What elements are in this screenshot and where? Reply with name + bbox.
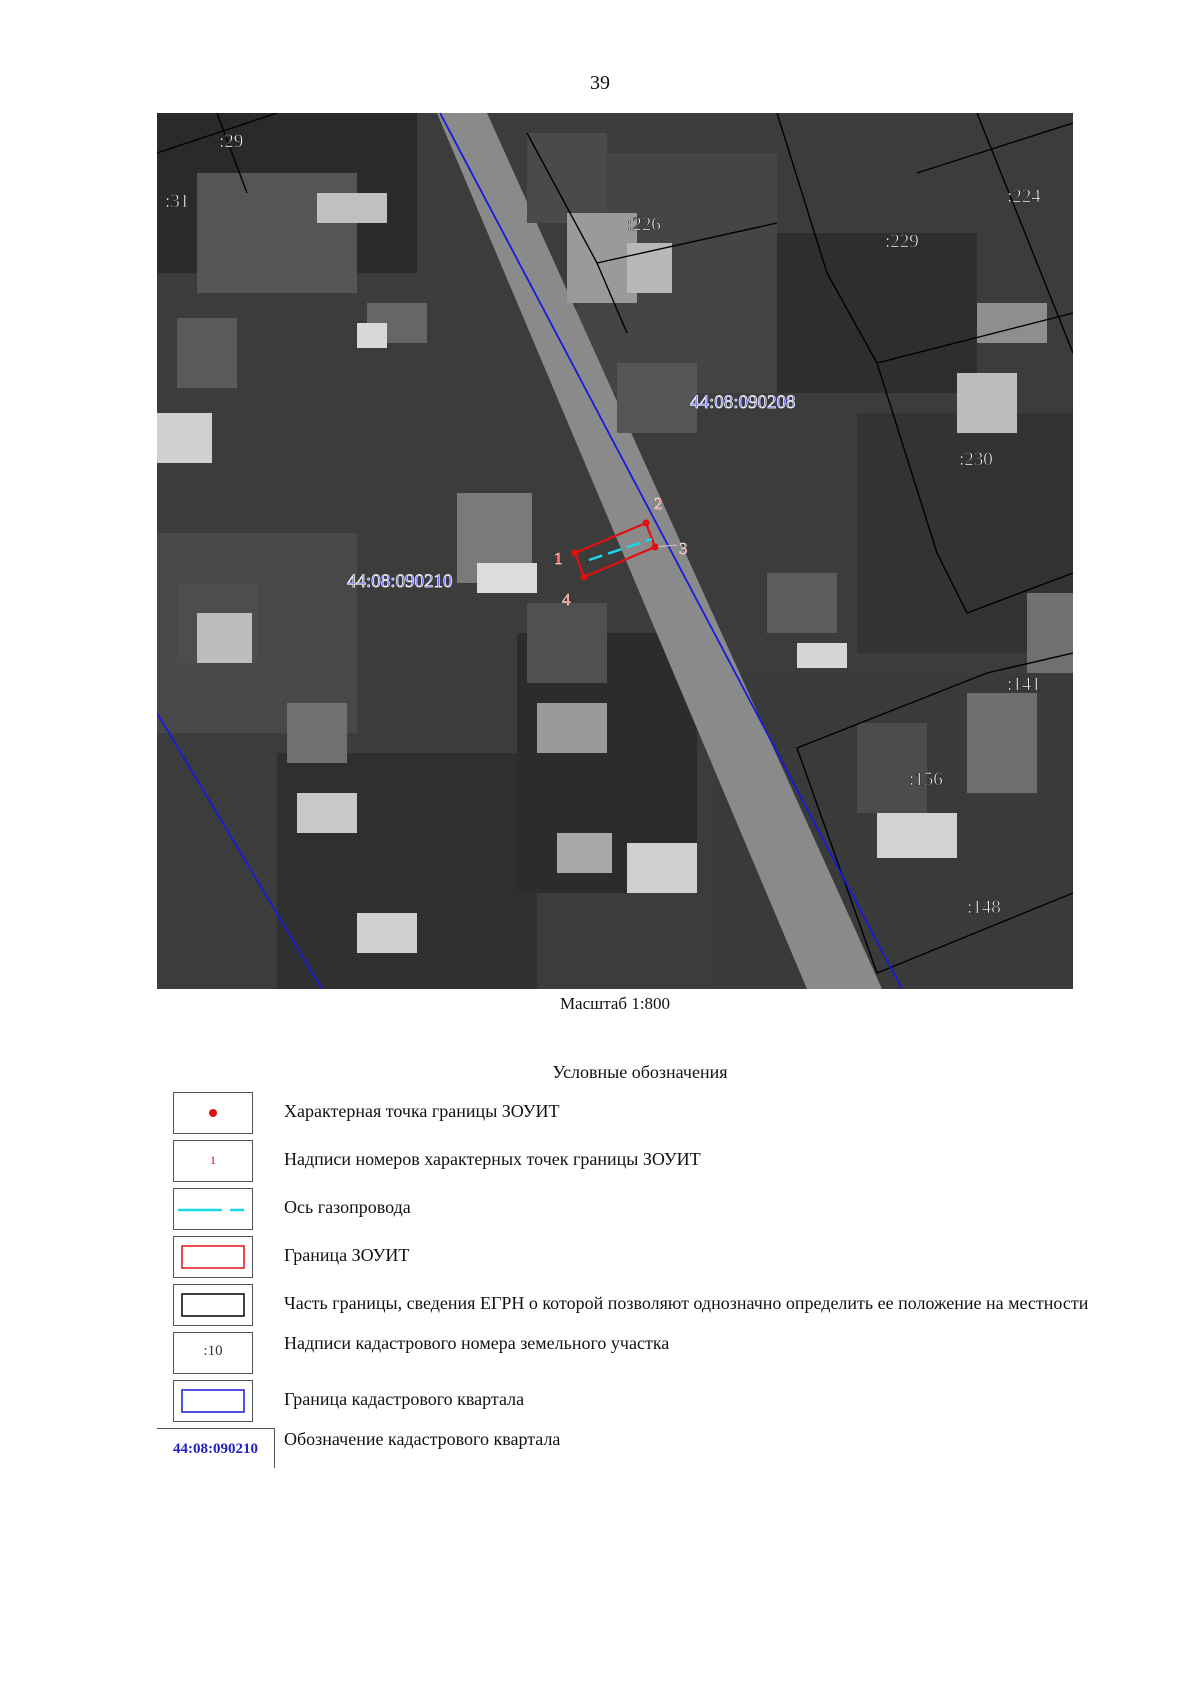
- legend-item-egrn-boundary: [173, 1284, 1093, 1328]
- legend-text: Ось газопровода: [284, 1197, 411, 1217]
- point-label-3: 3: [679, 539, 688, 558]
- parcel-label-31: :31: [165, 191, 190, 212]
- parcel-label-148: :148: [967, 897, 1001, 918]
- legend-item-gas-axis: [173, 1188, 1093, 1232]
- parcel-label-141: :141: [1007, 674, 1041, 695]
- legend-text: Надписи кадастрового номера земельного участка: [284, 1333, 670, 1353]
- boundary-point-3: [652, 544, 659, 551]
- legend-item-zouit-boundary: [173, 1236, 1093, 1280]
- quarter-label-090208: 44:08:090208: [690, 392, 796, 413]
- legend-item-parcel-label: [173, 1332, 1093, 1376]
- legend-text: Граница ЗОУИТ: [284, 1245, 410, 1265]
- map-scale: Масштаб 1:800: [559, 994, 671, 1013]
- legend-text: Часть границы, сведения ЕГРН о которой позволяют однозначно определить ее положение на местности: [284, 1293, 1089, 1313]
- parcel-label-29: :29: [219, 131, 244, 152]
- legend-item-quarter-boundary: [173, 1380, 1093, 1424]
- point-label-1: 1: [554, 549, 563, 568]
- page-number: 39: [590, 72, 610, 94]
- legend-text: Характерная точка границы ЗОУИТ: [284, 1101, 560, 1121]
- legend-title: Условные обозначения: [552, 1062, 728, 1082]
- legend-symbol-red-dot: [173, 1092, 253, 1134]
- boundary-point-4: [581, 574, 588, 581]
- legend-sample-number: 1: [210, 1153, 216, 1167]
- boundary-point-2: [643, 520, 650, 527]
- legend-symbol-red-rect: [173, 1236, 253, 1278]
- legend-symbol-black-rect: [173, 1284, 253, 1326]
- parcel-label-229: :229: [885, 231, 919, 252]
- satellite-map: [157, 113, 1073, 989]
- legend-symbol-blue-rect: [173, 1380, 253, 1422]
- boundary-point-1: [572, 550, 579, 557]
- parcel-label-230: :230: [959, 449, 993, 470]
- legend-sample-parcel: :10: [203, 1343, 223, 1359]
- parcel-label-226: :226: [627, 214, 661, 235]
- quarter-label-090210: 44:08:090210: [347, 571, 453, 592]
- legend-symbol-parcel-label: [173, 1332, 253, 1374]
- legend-symbol-cyan-dash: [173, 1188, 253, 1230]
- legend-item-quarter-label: [157, 1428, 1077, 1472]
- parcel-label-156: :156: [909, 769, 943, 790]
- point-label-4: 4: [562, 590, 571, 609]
- parcel-label-224: :224: [1007, 186, 1041, 207]
- legend-item-point-number: [173, 1140, 1093, 1184]
- legend-item-point: [173, 1092, 1093, 1136]
- legend-text: Граница кадастрового квартала: [284, 1389, 525, 1409]
- legend-symbol-quarter-label: [157, 1428, 275, 1468]
- legend-text: Обозначение кадастрового квартала: [284, 1429, 561, 1449]
- point-label-2: 2: [654, 494, 663, 513]
- legend-sample-quarter: 44:08:090210: [173, 1441, 258, 1457]
- legend-symbol-red-number: [173, 1140, 253, 1182]
- legend-text: Надписи номеров характерных точек границы ЗОУИТ: [284, 1149, 701, 1169]
